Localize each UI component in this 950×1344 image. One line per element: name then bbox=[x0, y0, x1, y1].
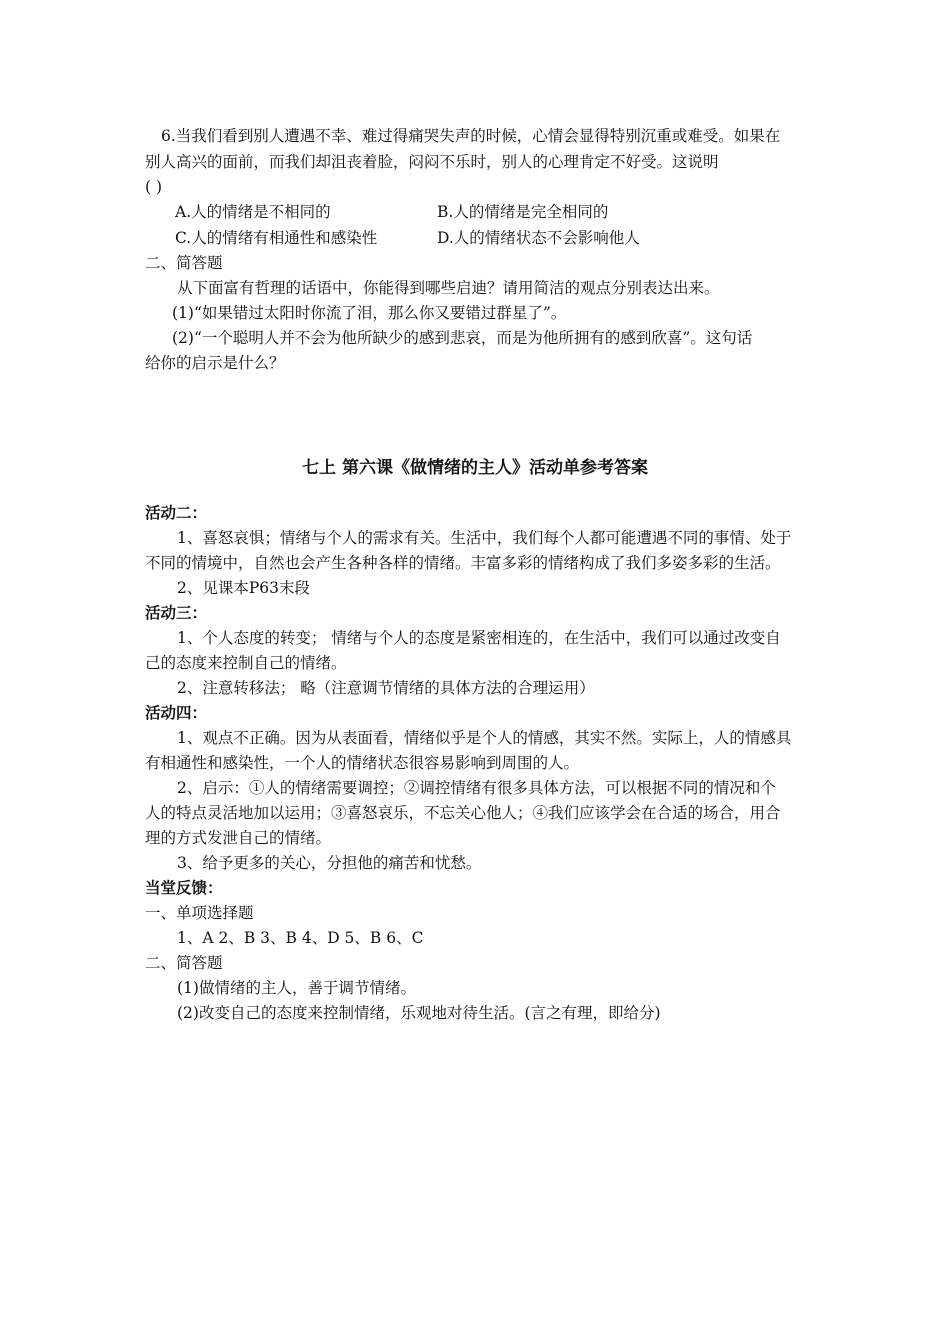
activity-4-line-1: 1、观点不正确。因为从表面看，情绪似乎是个人的情感，其实不然。实际上，人的情感具 bbox=[177, 729, 792, 747]
activity-4-line-2: 有相通性和感染性，一个人的情绪状态很容易影响到周围的人。 bbox=[145, 754, 580, 772]
section2-item-2-line-1: (2)“一个聪明人并不会为他所缺少的感到悲哀，而是为他所拥有的感到欣喜”。这句话 bbox=[172, 329, 753, 347]
answer-title: 七上 第六课《做情绪的主人》活动单参考答案 bbox=[302, 458, 648, 478]
activity-2-line-2: 不同的情境中，自然也会产生各种各样的情绪。丰富多彩的情绪构成了我们多姿多彩的生活。 bbox=[145, 554, 781, 572]
section2-heading: 二、简答题 bbox=[145, 254, 223, 272]
activity-3-line-2: 己的态度来控制自己的情绪。 bbox=[145, 654, 347, 672]
activity-4-line-5: 理的方式发泄自己的情绪。 bbox=[145, 829, 332, 847]
activity-4-line-4: 人的特点灵活地加以运用；③喜怒哀乐，不忘关心他人；④我们应该学会在合适的场合，用合 bbox=[145, 804, 781, 822]
activity-2-line-3: 2、见课本P63末段 bbox=[177, 579, 311, 597]
activity-2-heading: 活动二： bbox=[145, 504, 208, 522]
feedback-section-2: 二、简答题 bbox=[145, 954, 223, 972]
option-b: B.人的情绪是完全相同的 bbox=[437, 203, 609, 221]
activity-2-line-1: 1、喜怒哀惧；情绪与个人的需求有关。生活中，我们每个人都可能遭遇不同的事情、处于 bbox=[177, 529, 792, 547]
option-d: D.人的情绪状态不会影响他人 bbox=[437, 229, 640, 247]
feedback-answers: 1、A 2、B 3、B 4、D 5、B 6、C bbox=[177, 929, 424, 947]
activity-4-heading: 活动四： bbox=[145, 704, 208, 722]
option-a: A.人的情绪是不相同的 bbox=[175, 203, 331, 221]
feedback-section-1: 一、单项选择题 bbox=[145, 904, 254, 922]
section2-intro: 从下面富有哲理的话语中，你能得到哪些启迪？请用简洁的观点分别表达出来。 bbox=[177, 279, 720, 297]
activity-3-line-3: 2、注意转移法； 略（注意调节情绪的具体方法的合理运用） bbox=[177, 679, 595, 697]
q6-line-2: 别人高兴的面前，而我们却沮丧着脸，闷闷不乐时，别人的心理肯定不好受。这说明 bbox=[145, 153, 719, 171]
q6-bracket: ( ) bbox=[145, 178, 163, 196]
option-c: C.人的情绪有相通性和感染性 bbox=[175, 229, 378, 247]
activity-3-heading: 活动三： bbox=[145, 604, 208, 622]
feedback-answer-1: (1)做情绪的主人，善于调节情绪。 bbox=[177, 979, 416, 997]
section2-item-2-line-2: 给你的启示是什么？ bbox=[145, 354, 285, 372]
section2-item-1: (1)“如果错过太阳时你流了泪，那么你又要错过群星了”。 bbox=[172, 304, 567, 322]
feedback-heading: 当堂反馈： bbox=[145, 879, 223, 897]
feedback-answer-2: (2)改变自己的态度来控制情绪，乐观地对待生活。(言之有理，即给分) bbox=[177, 1004, 661, 1022]
q6-line-1: 6.当我们看到别人遭遇不幸、难过得痛哭失声的时候，心情会显得特别沉重或难受。如果在 bbox=[161, 127, 781, 145]
activity-4-line-3: 2、启示：①人的情绪需要调控；②调控情绪有很多具体方法，可以根据不同的情况和个 bbox=[177, 779, 776, 797]
activity-4-line-6: 3、给予更多的关心，分担他的痛苦和忧愁。 bbox=[177, 854, 482, 872]
activity-3-line-1: 1、个人态度的转变； 情绪与个人的态度是紧密相连的，在生活中，我们可以通过改变自 bbox=[177, 629, 781, 647]
